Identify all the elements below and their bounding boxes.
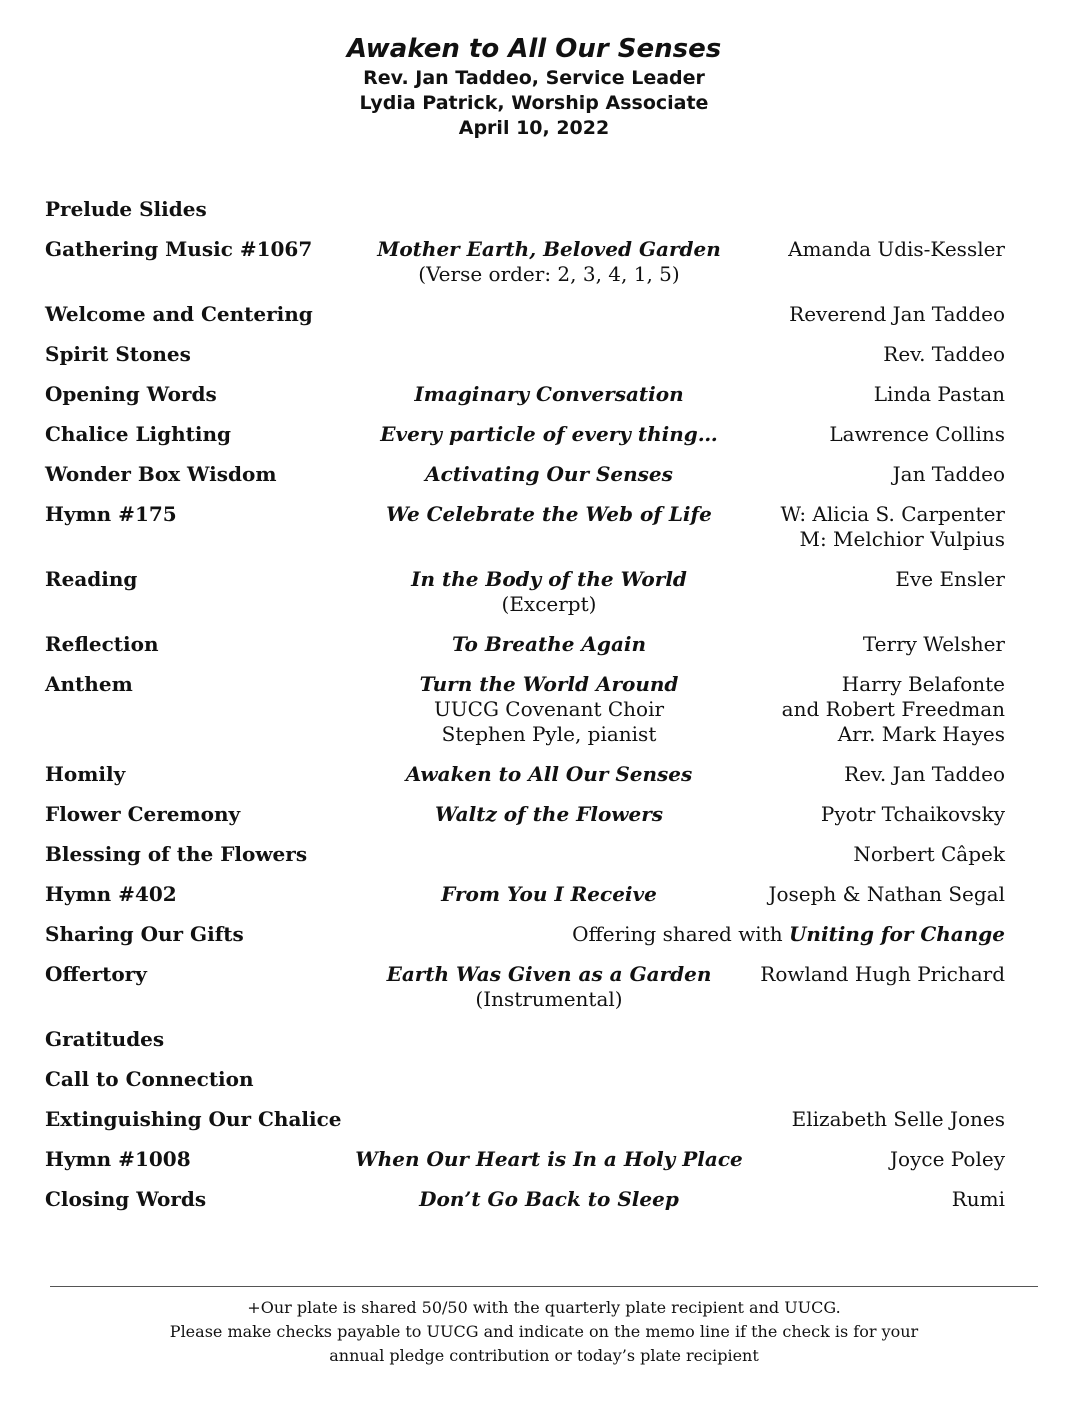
service-title: Awaken to All Our Senses — [346, 34, 722, 64]
program-item-credit: W: Alicia S. Carpenter — [780, 502, 1005, 526]
program-item — [45, 462, 1005, 502]
program-item-credit: Amanda Udis-Kessler — [788, 237, 1005, 261]
program-item-credit: Pyotr Tchaikovsky — [820, 802, 1005, 826]
program-item-credit: Eve Ensler — [895, 567, 1005, 591]
program-item-note: (Verse order: 2, 3, 4, 1, 5) — [418, 262, 680, 286]
program-item — [45, 1027, 1005, 1067]
program-item-title: Every particle of every thing… — [380, 422, 718, 446]
program-item-credit: Joseph & Nathan Segal — [768, 882, 1005, 906]
offering-note — [572, 922, 1005, 947]
program-item-label: Offertory — [45, 962, 147, 986]
program-item-label: Gathering Music #1067 — [45, 237, 313, 261]
program-item — [45, 842, 1005, 882]
program-item-credit: Lawrence Collins — [829, 422, 1005, 446]
offering-text: Offering shared with — [572, 922, 789, 946]
worship-associate: Lydia Patrick, Worship Associate — [359, 92, 709, 114]
program-item — [45, 802, 1005, 842]
program-item-credit: and Robert Freedman — [781, 697, 1005, 721]
program-item — [45, 1107, 1005, 1147]
program-item-label: Hymn #1008 — [45, 1147, 191, 1171]
program-item-label: Opening Words — [45, 382, 217, 406]
program-item-label: Blessing of the Flowers — [45, 842, 308, 866]
program-item-title: In the Body of the World — [411, 567, 687, 591]
program-item-title: When Our Heart is In a Holy Place — [355, 1147, 743, 1171]
program-item-label: Reading — [45, 567, 138, 591]
footer-note — [50, 1296, 1038, 1368]
program-item-label: Reflection — [45, 632, 159, 656]
footer-line: annual pledge contribution or today’s plate recipient — [329, 1346, 759, 1365]
program-item — [45, 382, 1005, 422]
program-item — [45, 237, 1005, 302]
program-item-credit: Rowland Hugh Prichard — [760, 962, 1005, 986]
program-item-credit: Arr. Mark Hayes — [837, 722, 1005, 746]
program-item-title: We Celebrate the Web of Life — [386, 502, 712, 526]
program-item-label: Extinguishing Our Chalice — [45, 1107, 342, 1131]
program-item — [45, 962, 1005, 1027]
program-item-label: Spirit Stones — [45, 342, 191, 366]
program-item-label: Wonder Box Wisdom — [45, 462, 277, 486]
program-item — [45, 1067, 1005, 1107]
program-item — [45, 1187, 1005, 1227]
program-item-label: Gratitudes — [45, 1027, 165, 1051]
program-item — [45, 567, 1005, 632]
order-of-service — [45, 197, 1005, 1227]
bulletin-header — [0, 32, 1068, 141]
program-item — [45, 422, 1005, 462]
program-item-credit: Elizabeth Selle Jones — [791, 1107, 1005, 1131]
program-item-credit: Jan Taddeo — [892, 462, 1005, 486]
program-item-title: Mother Earth, Beloved Garden — [377, 237, 721, 261]
program-item-credit: Rev. Taddeo — [883, 342, 1005, 366]
service-leader: Rev. Jan Taddeo, Service Leader — [363, 67, 705, 89]
program-item-label: Chalice Lighting — [45, 422, 232, 446]
program-item-credit: Rumi — [951, 1187, 1005, 1211]
footer-divider — [50, 1286, 1038, 1287]
program-item-label: Homily — [45, 762, 126, 786]
program-item-note: UUCG Covenant Choir — [433, 697, 665, 721]
program-item-label: Hymn #175 — [45, 502, 177, 526]
program-item-note: (Excerpt) — [501, 592, 597, 616]
program-item-label: Call to Connection — [45, 1067, 254, 1091]
program-item-label: Closing Words — [45, 1187, 207, 1211]
program-item-title: Activating Our Senses — [425, 462, 673, 486]
program-item — [45, 672, 1005, 762]
program-item-title: Earth Was Given as a Garden — [386, 962, 712, 986]
program-item — [45, 302, 1005, 342]
program-item-credit: Reverend Jan Taddeo — [789, 302, 1005, 326]
program-item-title: From You I Receive — [441, 882, 657, 906]
program-item-credit: Rev. Jan Taddeo — [844, 762, 1005, 786]
program-item-credit: Linda Pastan — [873, 382, 1005, 406]
program-item-credit: Harry Belafonte — [841, 672, 1005, 696]
program-item-title: To Breathe Again — [451, 632, 647, 656]
program-item-label: Anthem — [45, 672, 133, 696]
program-item-label: Flower Ceremony — [45, 802, 241, 826]
program-item — [45, 1147, 1005, 1187]
program-item — [45, 342, 1005, 382]
offering-recipient: Uniting for Change — [788, 922, 1005, 946]
program-item-title: Turn the World Around — [419, 672, 679, 696]
program-item-title: Imaginary Conversation — [414, 382, 684, 406]
program-item-credit: Terry Welsher — [862, 632, 1005, 656]
program-item — [45, 502, 1005, 567]
program-item-credit: M: Melchior Vulpius — [799, 527, 1005, 551]
program-item — [45, 762, 1005, 802]
program-item — [45, 882, 1005, 922]
program-item-credit: Norbert Câpek — [853, 842, 1005, 866]
program-item — [45, 922, 1005, 962]
footer-line: Please make checks payable to UUCG and indicate on the memo line if the check is for your — [169, 1322, 919, 1341]
program-item — [45, 197, 1005, 237]
program-item-label: Welcome and Centering — [45, 302, 313, 326]
program-item-note: (Instrumental) — [475, 987, 623, 1011]
service-date: April 10, 2022 — [458, 117, 610, 139]
program-item-title: Waltz of the Flowers — [434, 802, 664, 826]
program-item-label: Hymn #402 — [45, 882, 177, 906]
program-item-title: Awaken to All Our Senses — [405, 762, 693, 786]
program-item-label: Sharing Our Gifts — [45, 922, 244, 946]
footer-line: +Our plate is shared 50/50 with the quarterly plate recipient and UUCG. — [247, 1298, 841, 1317]
program-item-note: Stephen Pyle, pianist — [441, 722, 657, 746]
program-item — [45, 632, 1005, 672]
program-item-label: Prelude Slides — [45, 197, 207, 221]
program-item-title: Don’t Go Back to Sleep — [419, 1187, 679, 1211]
program-item-credit: Joyce Poley — [890, 1147, 1005, 1171]
